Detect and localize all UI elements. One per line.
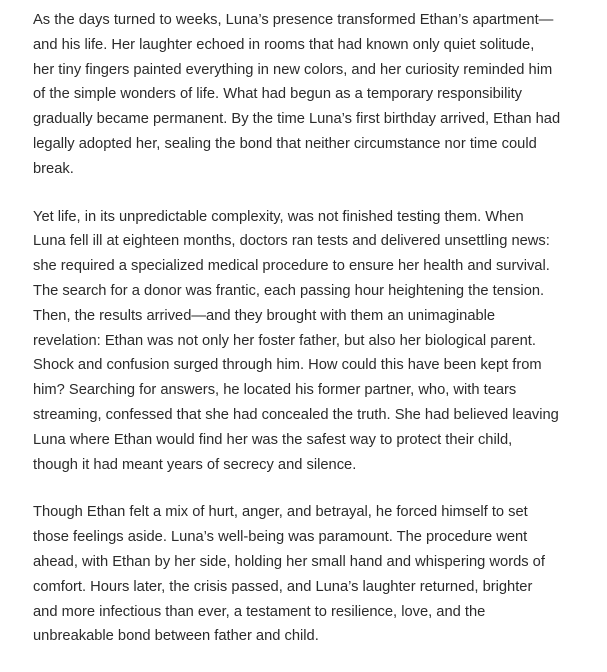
text-line: As the days turned to weeks, Luna’s presence transformed Ethan’s apartment— bbox=[33, 12, 554, 28]
text-line: break. bbox=[33, 160, 74, 177]
text-line: comfort. Hours later, the crisis passed, and Luna’s laughter returned, brighter bbox=[33, 578, 533, 595]
text-line: Yet life, in its unpredictable complexity, was not finished testing them. When bbox=[33, 208, 524, 225]
text-line: unbreakable bond between father and child. bbox=[33, 628, 319, 645]
text-line: him? Searching for answers, he located his former partner, who, with tears bbox=[33, 382, 517, 399]
text-line: gradually became permanent. By the time Luna’s first birthday arrived, Ethan had bbox=[33, 111, 561, 128]
paragraph-3 bbox=[33, 500, 583, 649]
text-line: The search for a donor was frantic, each passing hour heightening the tension. bbox=[33, 282, 545, 299]
text-line: of the simple wonders of life. What had begun as a temporary responsibility bbox=[33, 86, 523, 103]
text-line: and his life. Her laughter echoed in rooms that had known only quiet solitude, bbox=[33, 36, 535, 53]
text-line: and more infectious than ever, a testament to resilience, love, and the bbox=[33, 603, 486, 620]
text-line: Luna where Ethan would find her was the safest way to protect their child, bbox=[33, 431, 513, 448]
text-line: legally adopted her, sealing the bond that neither circumstance nor time could bbox=[33, 135, 537, 152]
text-line: though it had meant years of secrecy and silence. bbox=[33, 456, 357, 473]
text-line: her tiny fingers painted everything in new colors, and her curiosity reminded him bbox=[33, 61, 553, 78]
text-line: ahead, with Ethan by her side, holding her small hand and whispering words of bbox=[33, 553, 545, 570]
text-line: streaming, confessed that she had concealed the truth. She had believed leaving bbox=[33, 406, 559, 423]
text-line: Luna fell ill at eighteen months, doctors ran tests and delivered unsettling news: bbox=[33, 233, 550, 250]
text-line: Though Ethan felt a mix of hurt, anger, and betrayal, he forced himself to set bbox=[33, 504, 528, 521]
paragraph-2 bbox=[33, 205, 583, 478]
paragraph-1 bbox=[33, 8, 583, 182]
document-body bbox=[33, 8, 583, 672]
text-line: Then, the results arrived—and they brought with them an unimaginable bbox=[33, 307, 496, 324]
text-line: revelation: Ethan was not only her foster father, but also her biological parent. bbox=[33, 332, 536, 349]
text-line: she required a specialized medical procedure to ensure her health and survival. bbox=[33, 258, 550, 275]
text-line: those feelings aside. Luna’s well-being was paramount. The procedure went bbox=[33, 529, 528, 546]
text-line: Shock and confusion surged through him. How could this have been kept from bbox=[33, 357, 542, 374]
